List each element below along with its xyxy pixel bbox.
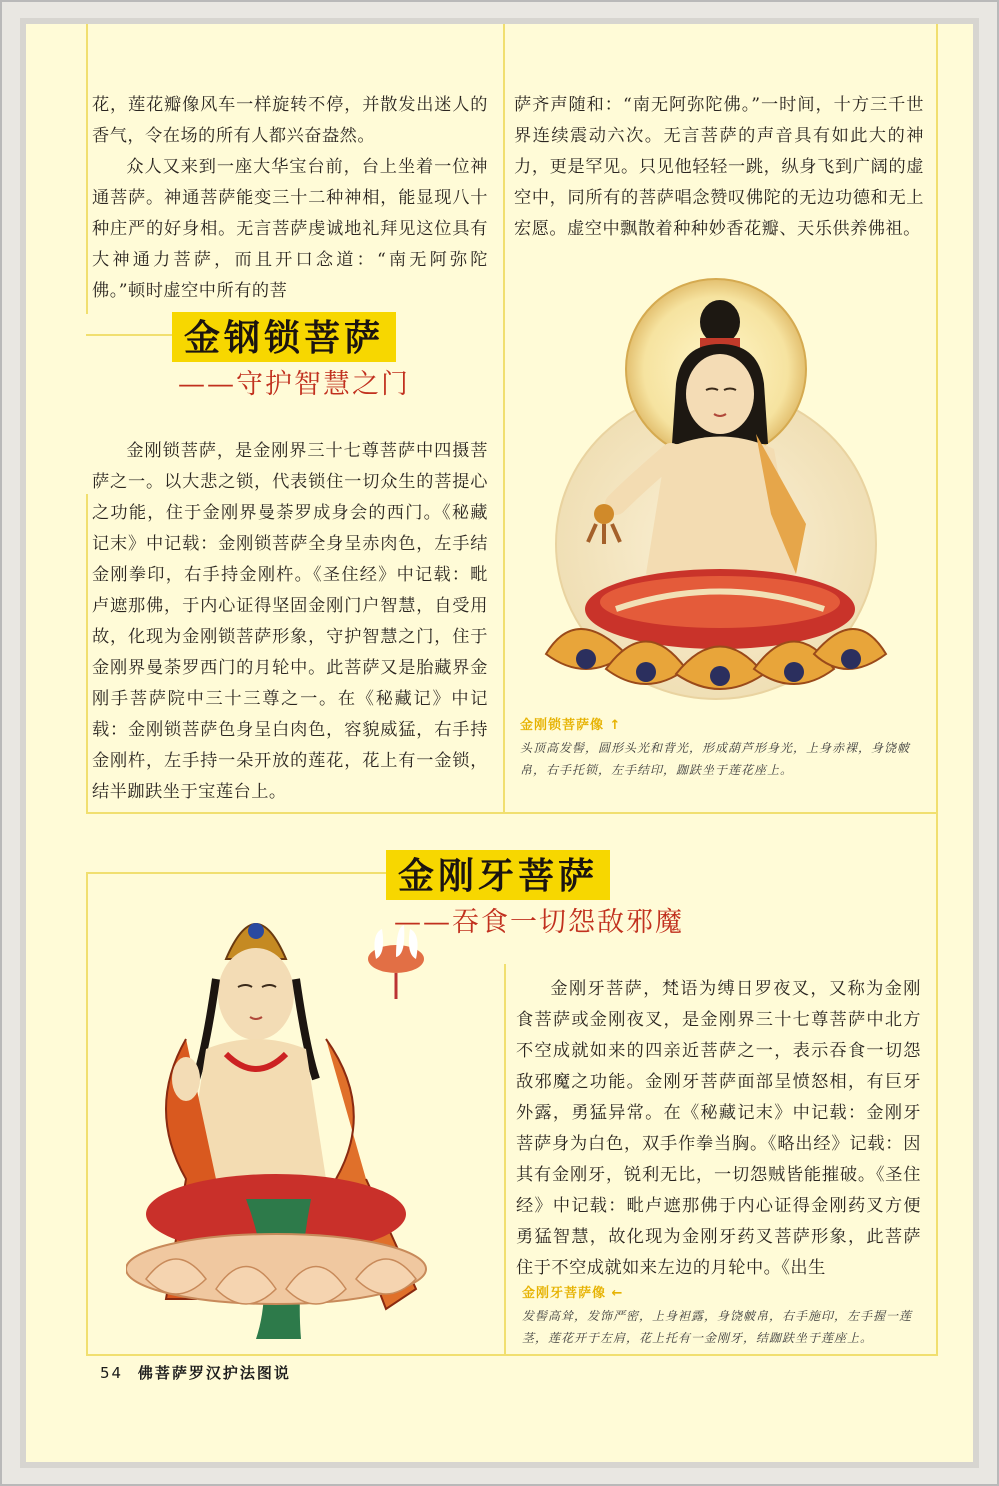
caption-text: 发髻高耸，发饰严密，上身袒露，身饶帔帛，右手施印，左手握一莲茎，莲花开于左肩，花上托有一金刚牙，结跏趺坐于莲座上。: [522, 1309, 913, 1345]
caption-title: 金刚锁菩萨像 ↑: [520, 718, 622, 733]
top-left-text: [92, 90, 488, 307]
top-right-text: [514, 90, 924, 245]
book-title: 佛菩萨罗汉护法图说: [137, 1364, 291, 1382]
section1-subtitle: ——守护智慧之门: [178, 369, 410, 400]
caption-title: 金刚牙菩萨像 ←: [522, 1286, 624, 1301]
vajra-tooth-bodhisattva-image: [126, 879, 506, 1349]
section2-subtitle: ——吞食一切怨敌邪魔: [394, 907, 684, 938]
rule-left-mid: [86, 494, 88, 814]
rule-left-top: [86, 24, 88, 314]
rule-left-bottom: [86, 872, 88, 1356]
vajra-lock-bodhisattva-image: [506, 274, 916, 714]
paragraph: 金刚锁菩萨，是金刚界三十七尊菩萨中四摄菩萨之一。以大悲之锁，代表锁住一切众生的菩提心之功能，住于金刚界曼荼罗成身会的西门。《秘藏记末》中记载：金刚锁菩萨全身呈赤肉色，左手结金刚拳印，右手持金刚杵。《圣住经》中记载：毗卢遮那佛，于内心证得坚固金刚门户智慧，自受用故，化现为金刚锁菩萨形象，守护智慧之门，住于金刚界曼荼罗西门的月轮中。此菩萨又是胎藏界金刚手菩萨院中三十三尊之一。在《秘藏记》中记载：金刚锁菩萨色身呈白肉色，容貌威猛，右手持金刚杵，左手持一朵开放的莲花，花上有一金锁，结半跏趺坐于宝莲台上。: [92, 441, 488, 802]
paragraph: 花，莲花瓣像风车一样旋转不停，并散发出迷人的香气，令在场的所有人都兴奋盎然。: [92, 95, 488, 146]
section1-title: 金钢锁菩萨: [172, 312, 396, 362]
caption-text: 头顶高发髻，圆形头光和背光，形成葫芦形身光，上身赤裸，身饶帔帛，右手托锁，左手结印，跏趺坐于莲花座上。: [520, 741, 911, 777]
paragraph: 金刚牙菩萨，梵语为缚日罗夜叉，又称为金刚食菩萨或金刚夜叉，是金刚界三十七尊菩萨中北方不空成就如来的四亲近菩萨之一，表示吞食一切怨敌邪魔之功能。金刚牙菩萨面部呈愤怒相，有巨牙外露，勇猛异常。在《秘藏记末》中记载：金刚牙菩萨身为白色，双手作拳当胸。《略出经》记载：因其有金刚牙，锐利无比，一切怨贼皆能摧破。《圣住经》中记载：毗卢遮那佛于内心证得金刚药叉方便勇猛智慧，故化现为金刚牙药叉菩萨形象，此菩萨住于不空成就如来左边的月轮中。《出生: [516, 979, 921, 1278]
page-footer: [100, 1362, 960, 1390]
rule-h-4: [86, 1354, 938, 1356]
rule-center: [503, 24, 505, 814]
section2-caption: [522, 1282, 922, 1349]
section1-body: [92, 436, 488, 808]
book-page: [26, 24, 973, 1462]
rule-h-2: [86, 812, 938, 814]
page-number: 54: [100, 1364, 124, 1382]
rule-right: [936, 24, 938, 1354]
section2-title: 金刚牙菩萨: [386, 850, 610, 900]
section2-body: [516, 974, 921, 1284]
paragraph: 众人又来到一座大华宝台前，台上坐着一位神通菩萨。神通菩萨能变三十二种神相，能显现八十种庄严的好身相。无言菩萨虔诚地礼拜见这位具有大神通力菩萨，而且开口念道：“南无阿弥陀佛。”顿时虚空中所有的菩: [92, 157, 488, 301]
section1-caption: [520, 714, 910, 781]
rule-h-3: [86, 872, 386, 874]
paragraph: 萨齐声随和：“南无阿弥陀佛。”一时间，十方三千世界连续震动六次。无言菩萨的声音具有如此大的神力，更是罕见。只见他轻轻一跳，纵身飞到广阔的虚空中，同所有的菩萨唱念赞叹佛陀的无边功德和无上宏愿。虚空中飘散着种种妙香花瓣、天乐供养佛祖。: [514, 95, 924, 239]
